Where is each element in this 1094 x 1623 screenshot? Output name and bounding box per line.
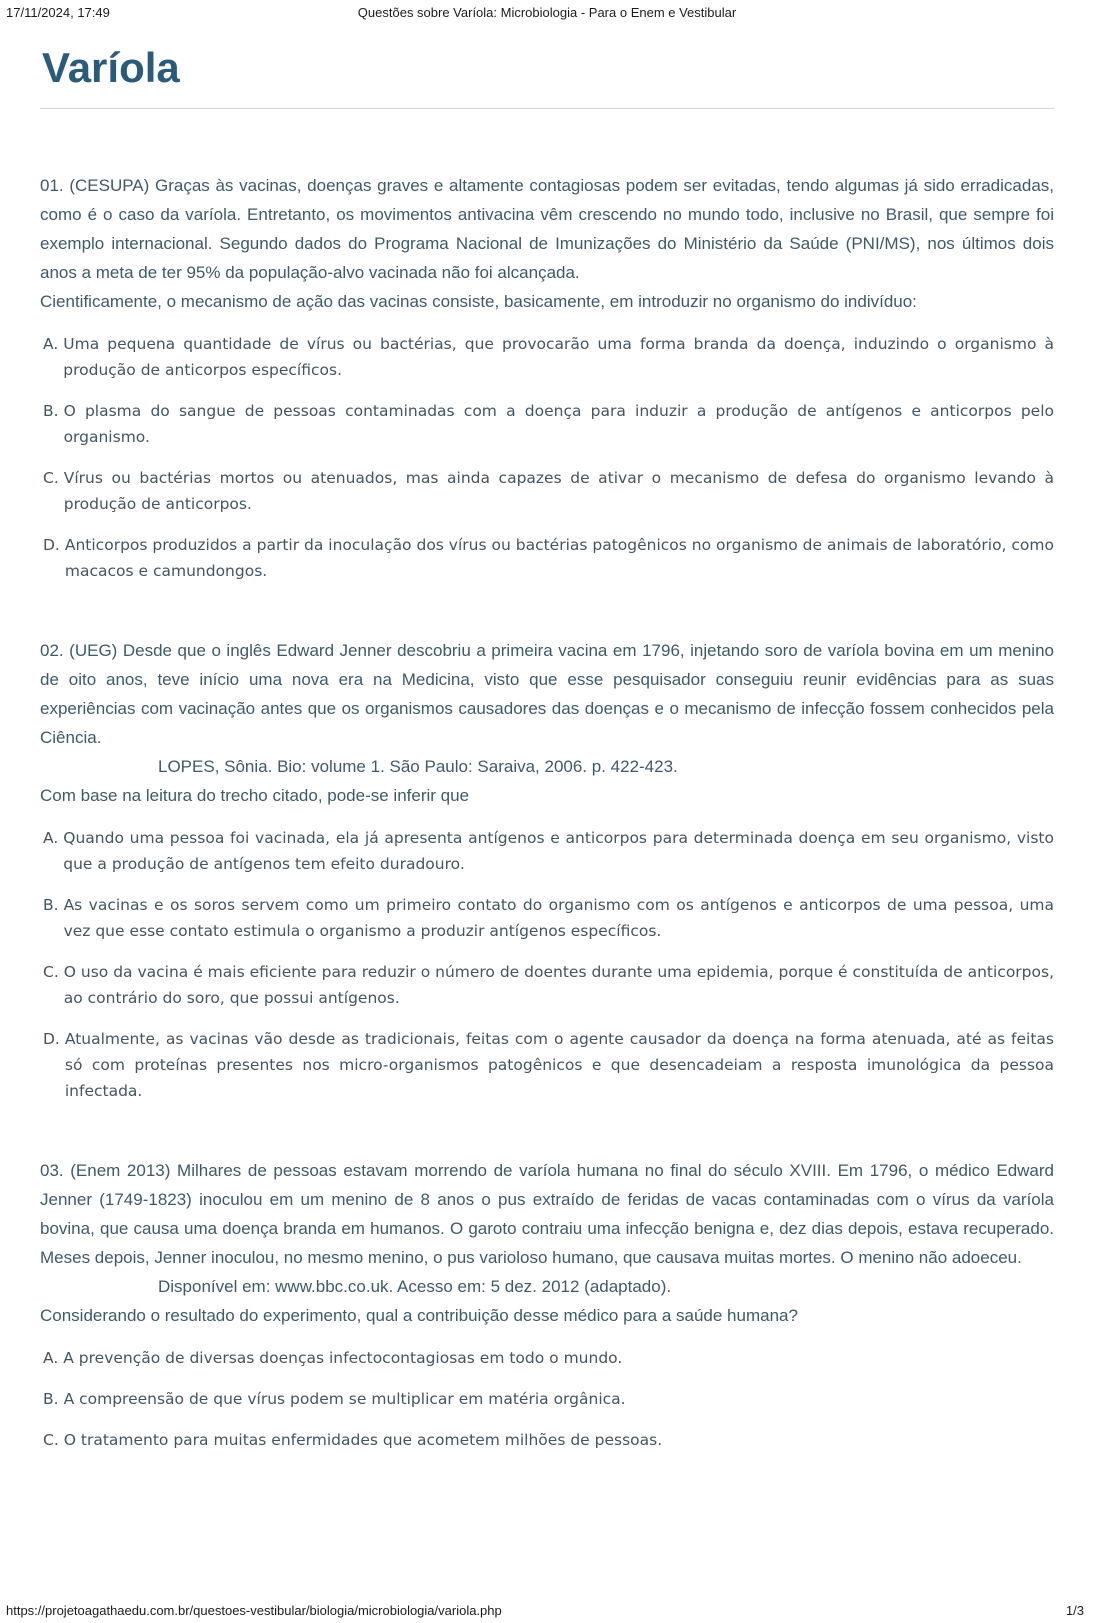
option-letter: B.	[43, 402, 59, 420]
footer-url: https://projetoagathaedu.com.br/questoes-vestibular/biologia/microbiologia/variola.php	[6, 1603, 502, 1618]
question-body: 02. (UEG) Desde que o inglês Edward Jenner descobriu a primeira vacina em 1796, injetando soro de varíola bovina em um menino de oito anos, teve início uma nova era na Medicina, visto que esse pesquisador conseguiu reunir evidências para as suas experiências com vacinação antes que os organismos causadores das doenças e o mecanismo de infecção fossem conhecidos pela Ciência.	[40, 641, 1054, 747]
option-row	[43, 331, 1054, 383]
option-row	[43, 1345, 1054, 1371]
option-text: O plasma do sangue de pessoas contaminadas com a doença para induzir a produção de antígenos e anticorpos pelo organismo.	[63, 402, 1054, 446]
option-row	[43, 398, 1054, 450]
option-letter: C.	[43, 469, 59, 487]
option-row	[43, 1386, 1054, 1412]
option-letter: B.	[43, 1390, 59, 1408]
option-row	[43, 959, 1054, 1011]
options-list	[40, 825, 1054, 1104]
question-block-03	[40, 1156, 1054, 1453]
option-letter: D.	[43, 536, 60, 554]
option-text: As vacinas e os soros servem como um primeiro contato do organismo com os antígenos e anticorpos de uma pessoa, uma vez que esse contato estimula o organismo a produzir antígenos específicos.	[63, 896, 1054, 940]
print-footer	[0, 1603, 1094, 1618]
option-letter: C.	[43, 1431, 59, 1449]
option-text: A prevenção de diversas doenças infectocontagiosas em todo o mundo.	[63, 1349, 623, 1367]
option-text: Uma pequena quantidade de vírus ou bactérias, que provocarão uma forma branda da doença, induzindo o organismo à produção de anticorpos específicos.	[63, 335, 1054, 379]
option-row	[43, 892, 1054, 944]
option-letter: B.	[43, 896, 59, 914]
option-text: O uso da vacina é mais eficiente para reduzir o número de doentes durante uma epidemia, porque é constituída de anticorpos, ao contrário do soro, que possui antígenos.	[63, 963, 1054, 1007]
option-letter: C.	[43, 963, 59, 981]
question-prompt: Cientificamente, o mecanismo de ação das vacinas consiste, basicamente, em introduzir no organismo do indivíduo:	[40, 292, 917, 311]
option-text: Quando uma pessoa foi vacinada, ela já apresenta antígenos e anticorpos para determinada doença em seu organismo, visto que a produção de antígenos tem efeito duradouro.	[63, 829, 1054, 873]
options-list	[40, 1345, 1054, 1453]
option-letter: A.	[43, 335, 59, 353]
question-body: 01. (CESUPA) Graças às vacinas, doenças graves e altamente contagiosas podem ser evitadas, tendo algumas já sido erradicadas, como é o caso da varíola. Entretanto, os movimentos antivacina vêm crescendo no mundo todo, inclusive no Brasil, que sempre foi exemplo internacional. Segundo dados do Programa Nacional de Imunizações do Ministério da Saúde (PNI/MS), nos últimos dois anos a meta de ter 95% da população-alvo vacinada não foi alcançada.	[40, 176, 1054, 282]
question-prompt: Com base na leitura do trecho citado, pode-se inferir que	[40, 786, 470, 805]
question-source: Disponível em: www.bbc.co.uk. Acesso em: 5 dez. 2012 (adaptado).	[158, 1277, 672, 1296]
print-datetime: 17/11/2024, 17:49	[6, 5, 110, 20]
option-text: A compreensão de que vírus podem se multiplicar em matéria orgânica.	[63, 1390, 626, 1408]
question-block-02	[40, 636, 1054, 1104]
footer-page-number: 1/3	[1065, 1603, 1084, 1618]
question-body: 03. (Enem 2013) Milhares de pessoas estavam morrendo de varíola humana no final do século XVIII. Em 1796, o médico Edward Jenner (1749-1823) inoculou em um menino de 8 anos o pus extraído de feridas de vacas contaminadas com o vírus da varíola bovina, que causa uma doença branda em humanos. O garoto contraiu uma infecção benigna e, dez dias depois, estava recuperado. Meses depois, Jenner inoculou, no mesmo menino, o pus varioloso humano, que causava muitas mortes. O menino não adoeceu.	[40, 1161, 1054, 1267]
options-list	[40, 331, 1054, 584]
print-header	[0, 5, 1094, 23]
question-block-01	[40, 171, 1054, 584]
option-row	[43, 1026, 1054, 1104]
option-text: O tratamento para muitas enfermidades que acometem milhões de pessoas.	[63, 1431, 663, 1449]
option-row	[43, 465, 1054, 517]
question-prompt: Considerando o resultado do experimento, qual a contribuição desse médico para a saúde humana?	[40, 1306, 798, 1325]
option-text: Vírus ou bactérias mortos ou atenuados, mas ainda capazes de ativar o mecanismo de defesa do organismo levando à produção de anticorpos.	[63, 469, 1054, 513]
option-text: Atualmente, as vacinas vão desde as tradicionais, feitas com o agente causador da doença na forma atenuada, até as feitas só com proteínas presentes nos micro-organismos patogênicos e que desencadeiam a resposta imunológica da pessoa infectada.	[64, 1030, 1054, 1100]
option-row	[43, 1427, 1054, 1453]
option-row	[43, 532, 1054, 584]
title-divider	[40, 108, 1054, 109]
option-text: Anticorpos produzidos a partir da inoculação dos vírus ou bactérias patogênicos no organismo de animais de laboratório, como macacos e camundongos.	[64, 536, 1054, 580]
option-row	[43, 825, 1054, 877]
option-letter: A.	[43, 829, 59, 847]
page-title: Varíola	[42, 44, 180, 91]
option-letter: A.	[43, 1349, 59, 1367]
question-source: LOPES, Sônia. Bio: volume 1. São Paulo: Saraiva, 2006. p. 422-423.	[158, 757, 678, 776]
print-doc-title: Questões sobre Varíola: Microbiologia - Para o Enem e Vestibular	[357, 5, 737, 20]
option-letter: D.	[43, 1030, 60, 1048]
